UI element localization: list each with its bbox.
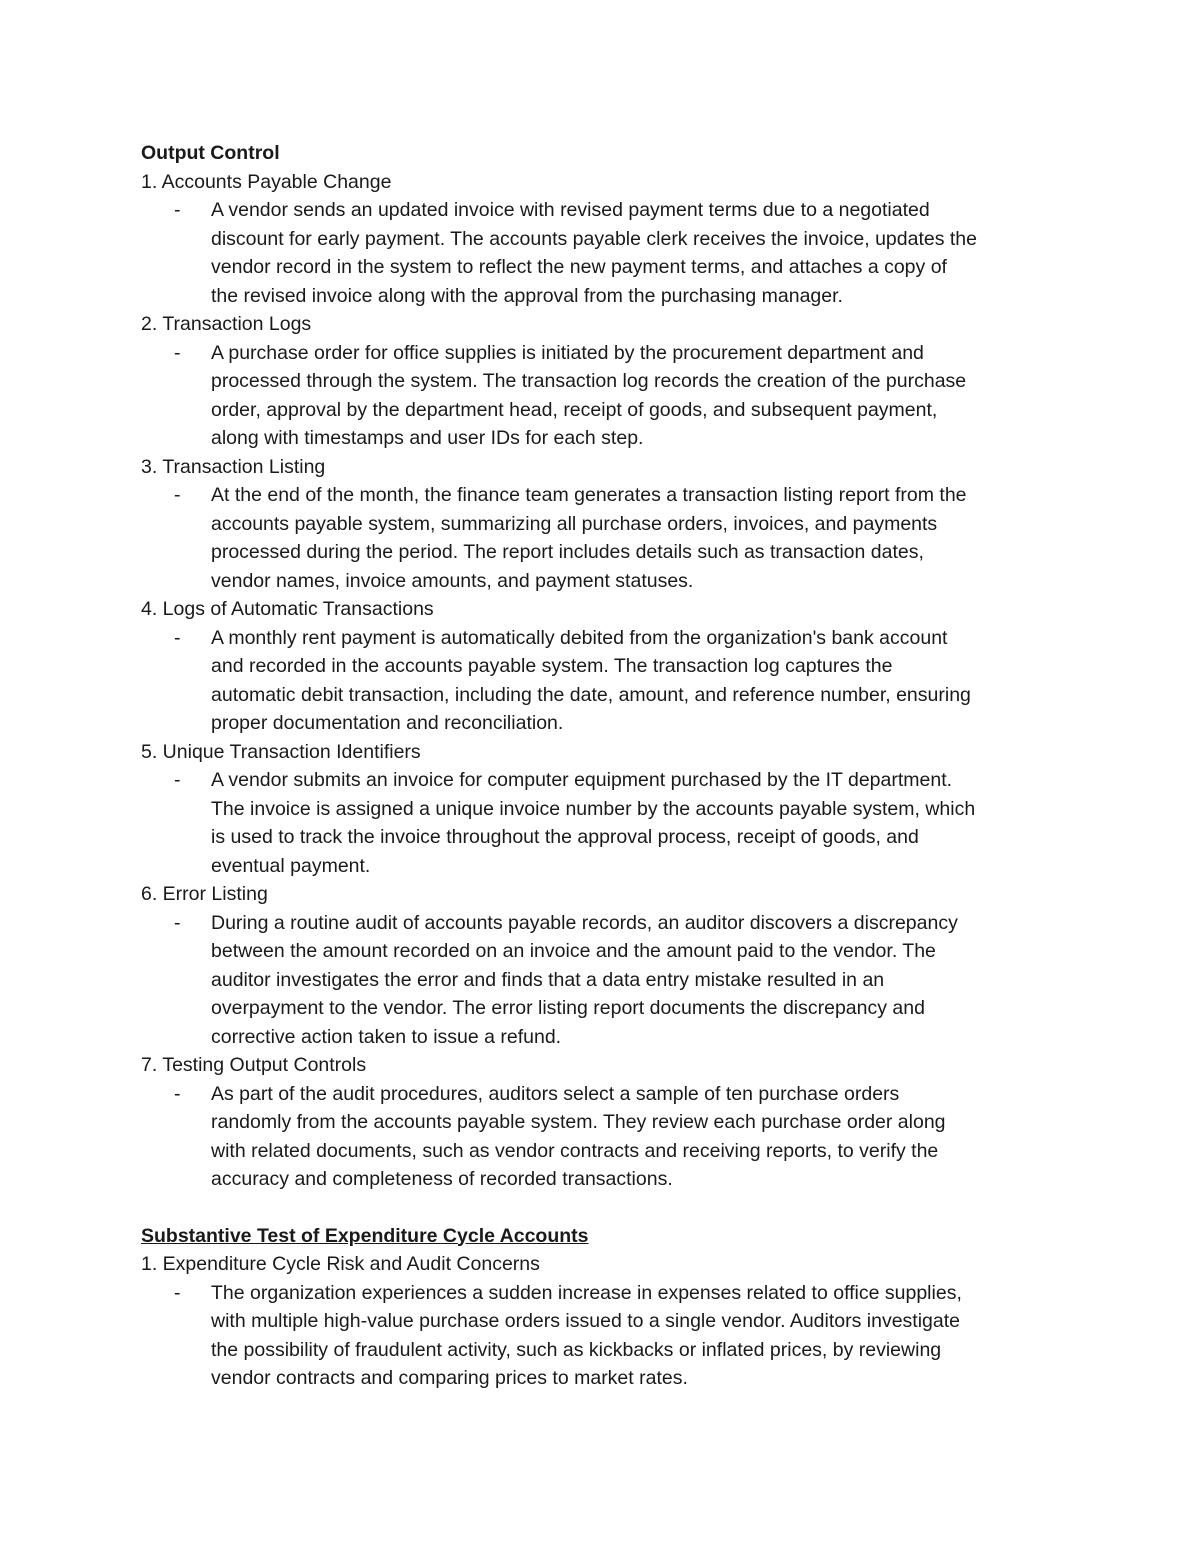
bullet-paragraph: [141, 1279, 1071, 1393]
dash-marker: -: [174, 1281, 181, 1304]
bullet-paragraph: [141, 481, 1071, 595]
text-line: eventual payment.: [211, 854, 371, 877]
text-line: A vendor sends an updated invoice with revised payment terms due to a negotiated: [211, 199, 930, 221]
text-line: automatic debit transaction, including the date, amount, and reference number, ensuring: [211, 683, 971, 706]
item-heading: 2. Transaction Logs: [141, 313, 312, 335]
text-line: As part of the audit procedures, auditors select a sample of ten purchase orders: [211, 1082, 900, 1105]
text-line: with multiple high-value purchase orders issued to a single vendor. Auditors investigate: [211, 1310, 961, 1332]
section-title: Output Control: [141, 142, 280, 164]
text-line: overpayment to the vendor. The error listing report documents the discrepancy and: [211, 997, 925, 1019]
text-line: accounts payable system, summarizing all purchase orders, invoices, and payments: [211, 512, 938, 535]
text-line: vendor names, invoice amounts, and payment statuses.: [211, 569, 694, 592]
text-line: the revised invoice along with the approval from the purchasing manager.: [211, 284, 843, 307]
list-item: [141, 738, 1071, 881]
text-line: corrective action taken to issue a refund.: [211, 1025, 562, 1048]
bullet-paragraph: [141, 1080, 1071, 1194]
section-output-control: [141, 139, 1071, 1194]
item-heading: 3. Transaction Listing: [141, 455, 326, 478]
text-line: processed during the period. The report includes details such as transaction dates,: [211, 541, 924, 563]
list-item: [141, 595, 1071, 738]
text-line: with related documents, such as vendor contracts and receiving reports, to verify the: [211, 1139, 939, 1162]
bullet-paragraph: [141, 624, 1071, 738]
item-heading: 4. Logs of Automatic Transactions: [141, 598, 434, 620]
dash-marker: -: [174, 484, 181, 506]
section-title: Substantive Test of Expenditure Cycle Accounts: [141, 1224, 589, 1247]
bullet-paragraph: [141, 766, 1071, 880]
list-item: [141, 168, 1071, 311]
item-heading: 1. Expenditure Cycle Risk and Audit Concerns: [141, 1253, 540, 1275]
text-line: vendor record in the system to reflect the new payment terms, and attaches a copy of: [211, 256, 947, 278]
text-line: discount for early payment. The accounts payable clerk receives the invoice, updates the: [211, 227, 977, 250]
list-item: [141, 880, 1071, 1051]
text-line: The invoice is assigned a unique invoice number by the accounts payable system, which: [211, 797, 976, 820]
text-line: order, approval by the department head, receipt of goods, and subsequent payment,: [211, 398, 938, 421]
dash-marker: -: [174, 911, 181, 934]
text-line: processed through the system. The transaction log records the creation of the purchase: [211, 370, 967, 392]
list-item: [141, 310, 1071, 453]
bullet-paragraph: [141, 196, 1071, 310]
text-line: auditor investigates the error and finds that a data entry mistake resulted in an: [211, 968, 885, 991]
item-heading: 7. Testing Output Controls: [141, 1054, 367, 1076]
dash-marker: -: [174, 769, 181, 791]
text-line: and recorded in the accounts payable system. The transaction log captures the: [211, 655, 893, 677]
bullet-paragraph: [141, 909, 1071, 1052]
text-line: is used to track the invoice throughout the approval process, receipt of goods, and: [211, 826, 919, 848]
item-heading: 1. Accounts Payable Change: [141, 170, 392, 193]
list-item: [141, 453, 1071, 596]
text-line: A monthly rent payment is automatically debited from the organization's bank account: [211, 626, 948, 649]
list-item: [141, 1250, 1071, 1393]
list-item: [141, 1051, 1071, 1194]
text-line: The organization experiences a sudden increase in expenses related to office supplies,: [211, 1281, 962, 1304]
dash-marker: -: [174, 199, 181, 221]
text-line: During a routine audit of accounts payable records, an auditor discovers a discrepancy: [211, 911, 958, 934]
text-line: the possibility of fraudulent activity, such as kickbacks or inflated prices, by reviewing: [211, 1338, 942, 1361]
text-line: randomly from the accounts payable system. They review each purchase order along: [211, 1111, 946, 1133]
dash-marker: -: [174, 341, 181, 364]
text-line: accuracy and completeness of recorded transactions.: [211, 1168, 673, 1190]
text-line: A vendor submits an invoice for computer equipment purchased by the IT department.: [211, 769, 953, 791]
section-spacer: [141, 1194, 1071, 1222]
section-substantive-test: [141, 1222, 1071, 1393]
text-line: At the end of the month, the finance team generates a transaction listing report from the: [211, 484, 967, 506]
text-line: A purchase order for office supplies is initiated by the procurement department and: [211, 341, 924, 364]
item-heading: 5. Unique Transaction Identifiers: [141, 740, 421, 763]
dash-marker: -: [174, 1082, 181, 1105]
document-page: [141, 139, 1071, 1393]
bullet-paragraph: [141, 339, 1071, 453]
text-line: vendor contracts and comparing prices to market rates.: [211, 1367, 688, 1389]
text-line: between the amount recorded on an invoice and the amount paid to the vendor. The: [211, 940, 936, 962]
item-heading: 6. Error Listing: [141, 883, 268, 905]
dash-marker: -: [174, 626, 181, 649]
text-line: proper documentation and reconciliation.: [211, 712, 564, 734]
text-line: along with timestamps and user IDs for each step.: [211, 427, 644, 449]
